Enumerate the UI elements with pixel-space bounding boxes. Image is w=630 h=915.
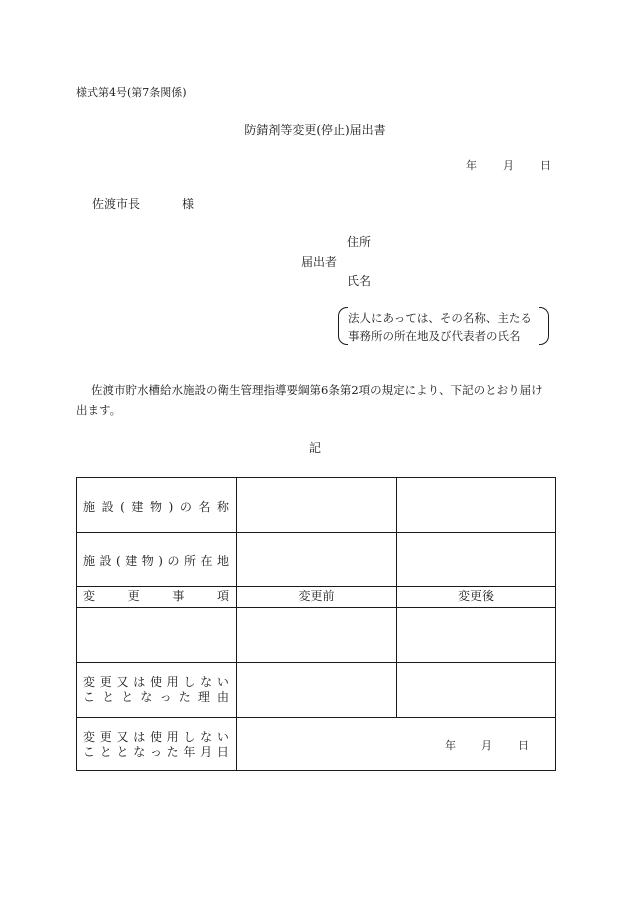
label-char: と xyxy=(121,690,134,704)
change-date-label-line1 xyxy=(83,731,229,743)
label-char: 設 xyxy=(101,500,114,514)
label-char: 物 xyxy=(149,500,162,514)
bracket-right xyxy=(539,307,549,345)
label-char: 日 xyxy=(216,745,229,759)
label-char: な xyxy=(133,745,146,759)
date-month-label: 月 xyxy=(503,159,514,172)
date-year-label: 年 xyxy=(466,159,477,172)
form-number-label: 様式第4号(第7条関係) xyxy=(76,86,187,99)
date-day-label: 日 xyxy=(540,159,551,172)
label-char: 更 xyxy=(99,675,112,689)
label-char: ( xyxy=(116,554,121,568)
label-char: な xyxy=(140,690,153,704)
label-char: 使 xyxy=(149,675,162,689)
label-char: 更 xyxy=(127,589,140,603)
label-char: 在 xyxy=(200,554,213,568)
label-char: 又 xyxy=(116,730,129,744)
label-char: 変 xyxy=(83,675,96,689)
label-char: ( xyxy=(120,500,125,514)
label-char: 由 xyxy=(216,690,229,704)
ki-label: 記 xyxy=(308,441,321,455)
addressee: 佐渡市長 xyxy=(92,197,141,211)
change-date-day: 日 xyxy=(518,739,529,752)
label-char: は xyxy=(133,675,146,689)
label-char: 名 xyxy=(198,500,211,514)
label-char: 物 xyxy=(141,554,154,568)
table-divider xyxy=(77,662,555,663)
notifier-address-label: 住所 xyxy=(347,235,372,249)
label-char: 更 xyxy=(99,730,112,744)
label-char: 施 xyxy=(83,554,96,568)
label-char: 称 xyxy=(216,500,229,514)
label-char: ) xyxy=(158,554,163,568)
label-char: の xyxy=(179,500,192,514)
label-char: 地 xyxy=(216,554,229,568)
label-char: と xyxy=(116,745,129,759)
change-item-label xyxy=(83,590,229,602)
label-char: な xyxy=(200,675,213,689)
corporate-note-line1: 法人にあっては、その名称、主たる xyxy=(348,311,532,325)
table-divider xyxy=(77,532,555,533)
document-title: 防錆剤等変更(停止)届出書 xyxy=(244,123,386,137)
label-char: 月 xyxy=(200,745,213,759)
label-char: 用 xyxy=(166,730,179,744)
label-char: い xyxy=(216,730,229,744)
label-char: し xyxy=(183,730,196,744)
reason-label-line1 xyxy=(83,676,229,688)
label-char: こ xyxy=(83,690,96,704)
label-char: っ xyxy=(149,745,162,759)
notifier-label: 届出者 xyxy=(301,255,338,269)
label-char: 施 xyxy=(83,500,96,514)
label-char: 理 xyxy=(197,690,210,704)
label-char: 設 xyxy=(99,554,112,568)
label-char: 用 xyxy=(166,675,179,689)
label-char: 事 xyxy=(172,589,185,603)
reason-label-line2 xyxy=(83,691,229,703)
table-divider xyxy=(236,478,237,771)
label-char: の xyxy=(167,554,180,568)
label-char: と xyxy=(102,690,115,704)
label-char: と xyxy=(99,745,112,759)
change-date-year: 年 xyxy=(445,739,456,752)
label-char: こ xyxy=(83,745,96,759)
label-char: な xyxy=(200,730,213,744)
body-text-line2: 出ます。 xyxy=(76,403,122,417)
label-char: 変 xyxy=(83,730,96,744)
corporate-note-line2: 事務所の所在地及び代表者の氏名 xyxy=(348,329,521,343)
label-char: 所 xyxy=(183,554,196,568)
facility-location-label xyxy=(83,555,229,567)
label-char: ) xyxy=(168,500,174,514)
table-divider xyxy=(77,717,555,718)
label-char: 又 xyxy=(116,675,129,689)
label-char: 変 xyxy=(83,589,96,603)
label-char: 使 xyxy=(149,730,162,744)
body-text-line1: 佐渡市貯水槽給水施設の衛生管理指導要綱第6条第2項の規定により、下記のとおり届け xyxy=(91,383,543,397)
after-change-header: 変更後 xyxy=(457,589,494,603)
table-divider xyxy=(77,586,555,587)
before-change-header: 変更前 xyxy=(298,589,335,603)
label-char: た xyxy=(166,745,179,759)
label-char: は xyxy=(133,730,146,744)
notifier-name-label: 氏名 xyxy=(347,274,372,288)
change-date-label-line2 xyxy=(83,746,229,758)
label-char: い xyxy=(216,675,229,689)
table-divider xyxy=(77,607,555,608)
label-char: 年 xyxy=(183,745,196,759)
label-char: 建 xyxy=(125,554,138,568)
form-table xyxy=(76,477,556,771)
honorific: 様 xyxy=(182,197,195,211)
label-char: し xyxy=(183,675,196,689)
label-char: 建 xyxy=(131,500,144,514)
label-char: 項 xyxy=(216,589,229,603)
facility-name-label xyxy=(83,501,229,513)
change-date-month: 月 xyxy=(481,739,492,752)
label-char: っ xyxy=(159,690,172,704)
label-char: た xyxy=(178,690,191,704)
bracket-left xyxy=(338,307,348,345)
